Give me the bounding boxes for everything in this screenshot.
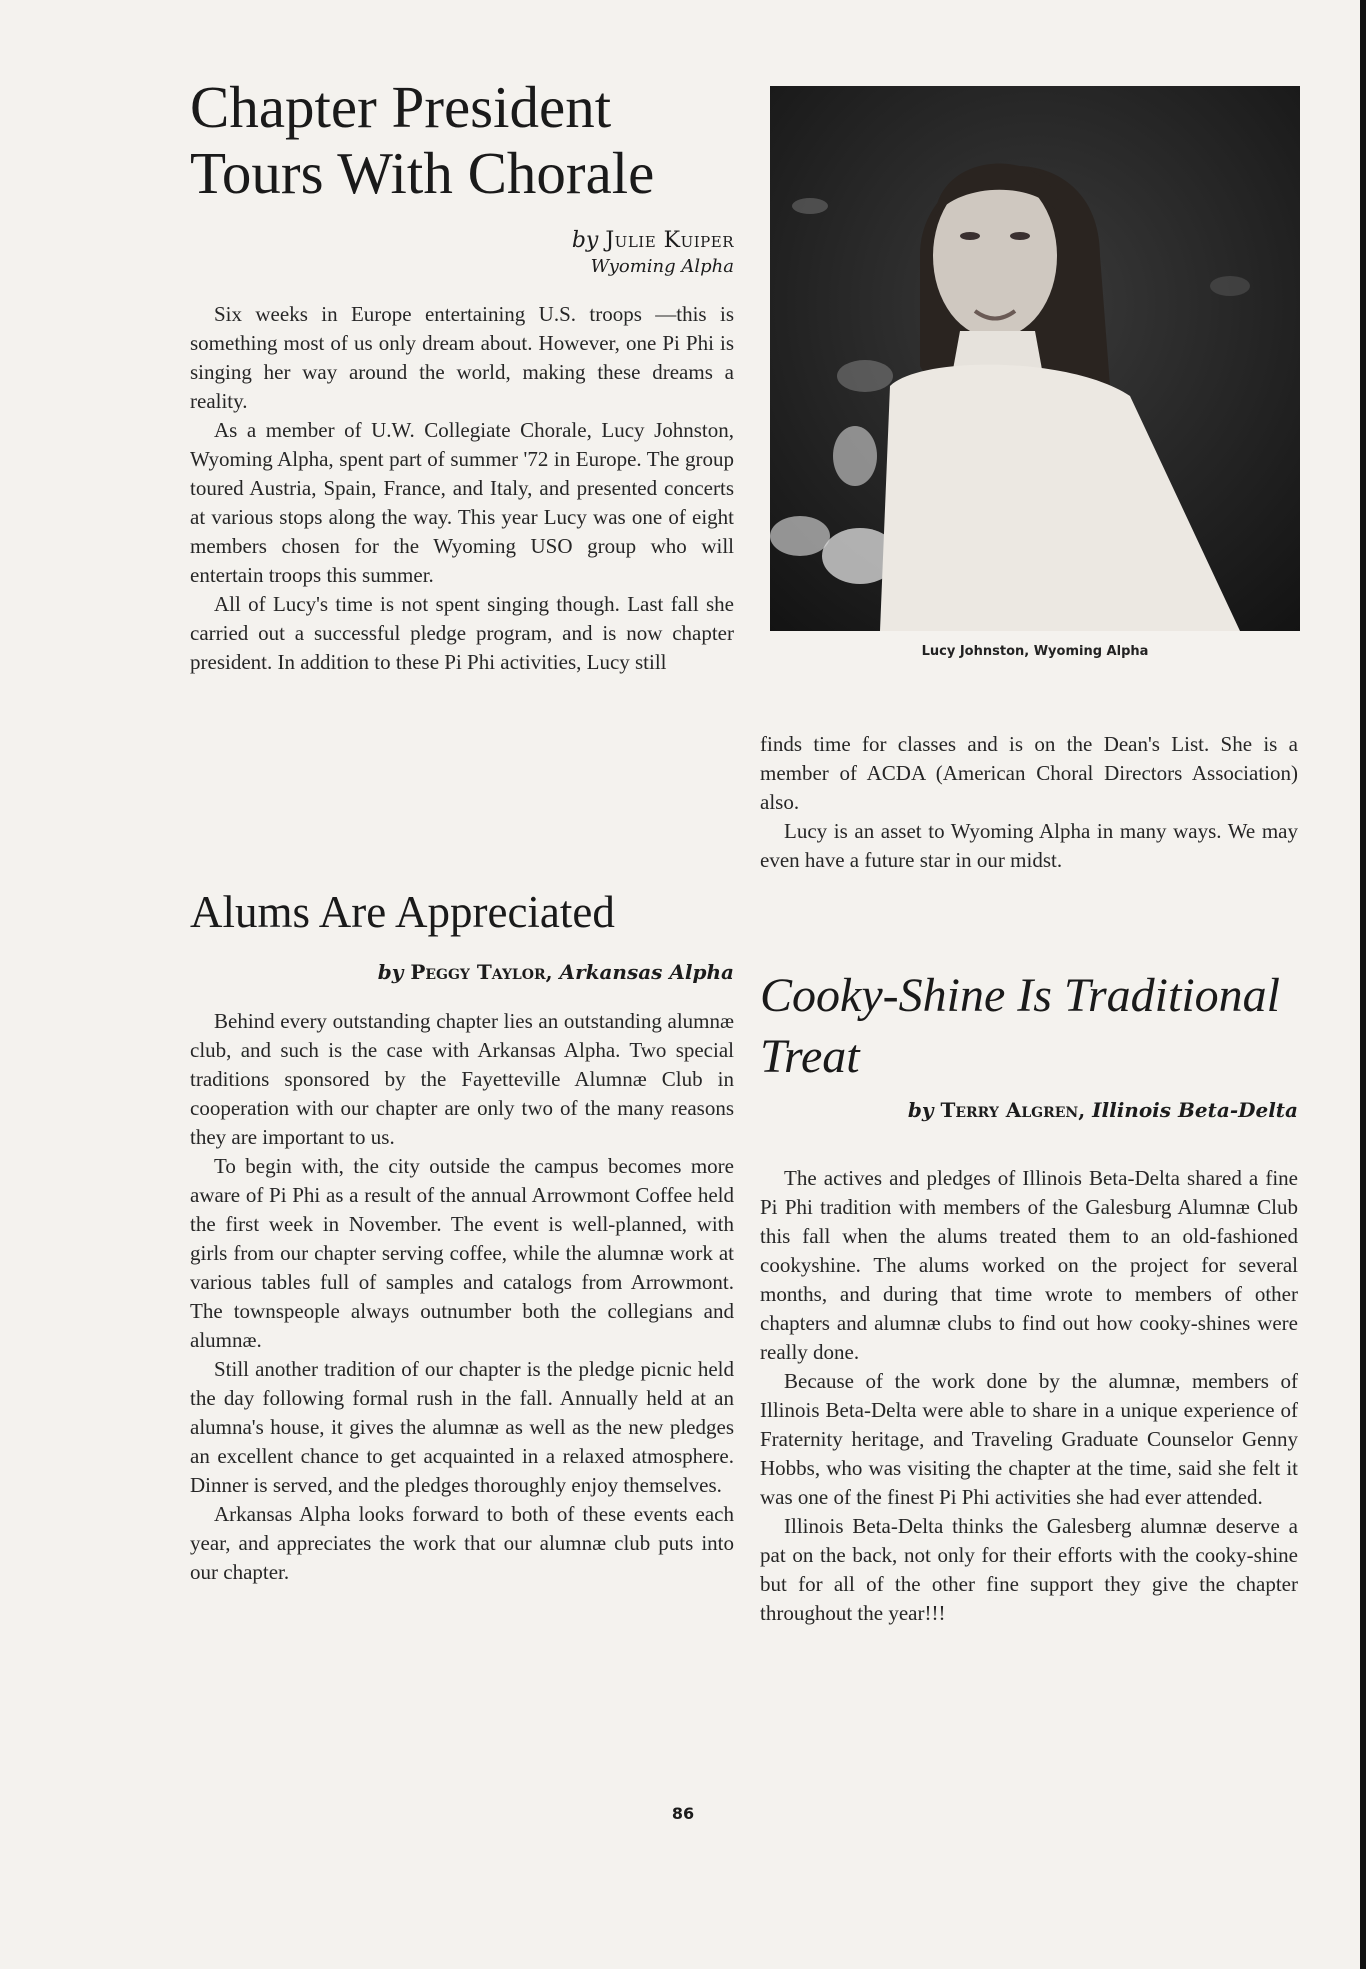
- byline-julie-kuiper: [190, 228, 734, 254]
- author-chapter: Wyoming Alpha: [590, 256, 734, 277]
- article1-continued: [760, 730, 1298, 875]
- byline-peggy-taylor: [190, 960, 734, 984]
- paragraph: Arkansas Alpha looks forward to both of these events each year, and appreciates the work that our alumnæ club puts into our chapter.: [190, 1502, 734, 1584]
- paragraph: finds time for classes and is on the Dean's List. She is a member of ACDA (American Choral Directors Association) also.: [760, 732, 1298, 814]
- paragraph: Because of the work done by the alumnæ, members of Illinois Beta-Delta were able to share in a unique experience of Fraternity heritage, and Traveling Graduate Counselor Genny Hobbs, who was visiting the chapter at the time, said she felt it was one of the finest Pi Phi activities she had ever attended.: [760, 1369, 1298, 1509]
- paragraph: Behind every outstanding chapter lies an outstanding alumnæ club, and such is the case with Arkansas Alpha. Two special traditions sponsored by the Fayetteville Alumnæ Club in cooperation with our chapter are only two of the many reasons they are important to us.: [190, 1009, 734, 1149]
- portrait-illustration: [770, 86, 1300, 631]
- paragraph: Lucy is an asset to Wyoming Alpha in many ways. We may even have a future star in our midst.: [760, 819, 1298, 872]
- paragraph: All of Lucy's time is not spent singing though. Last fall she carried out a successful pledge program, and is now chapter president. In addition to these Pi Phi activities, Lucy still: [190, 592, 734, 674]
- paragraph: To begin with, the city outside the campus becomes more aware of Pi Phi as a result of the annual Arrowmont Coffee held the first week in November. The event is well-planned, with girls from our chapter serving coffee, while the alumnæ work at various tables full of samples and catalogs from Arrowmont. The townspeople always outnumber both the collegians and alumnæ.: [190, 1154, 734, 1352]
- author-name: Terry Algren,: [940, 1098, 1086, 1122]
- author-name: Julie Kuiper: [605, 228, 734, 253]
- photo-caption: Lucy Johnston, Wyoming Alpha: [921, 644, 1149, 659]
- page-edge: [1360, 0, 1366, 1969]
- paragraph: Six weeks in Europe entertaining U.S. troops —this is something most of us only dream about. However, one Pi Phi is singing her way around the world, making these dreams a reality.: [190, 302, 734, 413]
- paragraph: As a member of U.W. Collegiate Chorale, Lucy Johnston, Wyoming Alpha, spent part of summer '72 in Europe. The group toured Austria, Spain, France, and Italy, and presented concerts at various stops along the way. This year Lucy was one of eight members chosen for the Wyoming USO group who will entertain troops this summer.: [190, 418, 734, 587]
- page-number: 86: [671, 1804, 695, 1823]
- author-name: Peggy Taylor,: [410, 960, 553, 984]
- paragraph: Still another tradition of our chapter is the pledge picnic held the day following formal rush in the fall. Annually held at an alumna's house, it gives the alumnæ as well as the new pledges an excellent chance to get acquainted in a relaxed atmosphere. Dinner is served, and the pledges thoroughly enjoy themselves.: [190, 1357, 734, 1497]
- paragraph: Illinois Beta-Delta thinks the Galesberg alumnæ deserve a pat on the back, not only for their efforts with the cooky-shine but for all of the other fine support they give the chapter throughout the year!!!: [760, 1514, 1298, 1625]
- article3-body: [760, 1164, 1298, 1628]
- author-chapter: Illinois Beta-Delta: [1092, 1098, 1298, 1122]
- article-title-chapter-president: Chapter President Tours With Chorale: [190, 74, 655, 206]
- byline-by: by: [377, 960, 404, 984]
- paragraph: The actives and pledges of Illinois Beta-Delta shared a fine Pi Phi tradition with members of the Galesburg Alumnæ Club this fall when the alums treated them to an old-fashioned cookyshine. The alums worked on the project for several months, and during that time wrote to members of other chapters and alumnæ clubs to find out how cooky-shines were really done.: [760, 1166, 1298, 1364]
- portrait-photo: [770, 86, 1300, 631]
- article2-body: [190, 1007, 734, 1587]
- article-title-cooky-shine: Cooky-Shine Is Traditional Treat: [760, 969, 1280, 1083]
- article1-body: [190, 300, 734, 677]
- byline-terry-algren: [760, 1098, 1298, 1122]
- byline-by: by: [571, 228, 599, 253]
- byline-by: by: [907, 1098, 934, 1122]
- article-title-alums: Alums Are Appreciated: [190, 887, 615, 937]
- author-chapter: Arkansas Alpha: [559, 960, 734, 984]
